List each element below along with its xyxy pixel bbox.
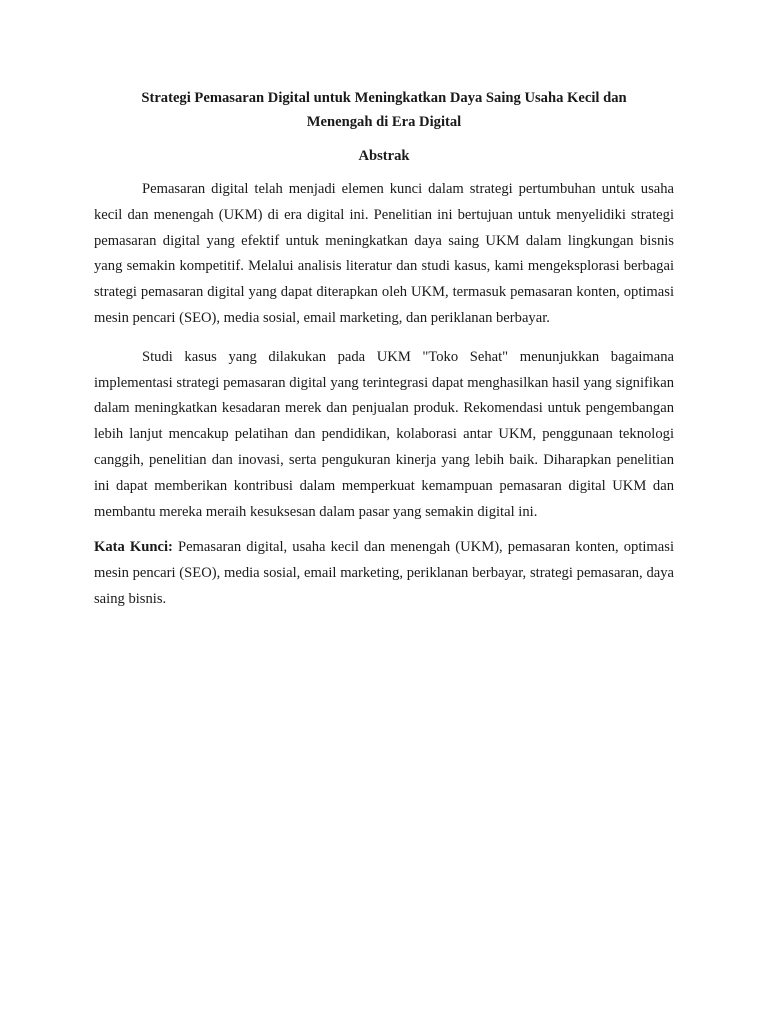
document-body xyxy=(94,86,674,613)
abstract-paragraph-1: Pemasaran digital telah menjadi elemen kunci dalam strategi pertumbuhan untuk usaha kecil dan menengah (UKM) di era digital ini. Penelitian ini bertujuan untuk menyelidiki strategi pemasaran digital yang efektif untuk meningkatkan daya saing UKM dalam lingkungan bisnis yang semakin kompetitif. Melalui analisis literatur dan studi kasus, kami mengeksplorasi berbagai strategi pemasaran digital yang dapat diterapkan oleh UKM, termasuk pemasaran konten, optimasi mesin pencari (SEO), media sosial, email marketing, dan periklanan berbayar. xyxy=(94,181,674,326)
document-title xyxy=(94,86,674,134)
abstract-paragraph-2: Studi kasus yang dilakukan pada UKM "Toko Sehat" menunjukkan bagaimana implementasi strategi pemasaran digital yang terintegrasi dapat menghasilkan hasil yang signifikan dalam meningkatkan kesadaran merek dan penjualan produk. Rekomendasi untuk pengembangan lebih lanjut mencakup pelatihan dan pendidikan, kolaborasi antar UKM, penggunaan teknologi canggih, penelitian dan inovasi, serta pengukuran kinerja yang lebih baik. Diharapkan penelitian ini dapat memberikan kontribusi dalam memperkuat kemampuan pemasaran digital UKM dan membantu mereka meraih kesuksesan dalam pasar yang semakin digital ini. xyxy=(94,348,674,520)
abstract-heading: Abstrak xyxy=(358,148,410,164)
keywords-line xyxy=(94,535,674,612)
keywords-text: Pemasaran digital, usaha kecil dan menengah (UKM), pemasaran konten, optimasi mesin pencari (SEO), media sosial, email marketing, periklanan berbayar, strategi pemasaran, daya saing bisnis. xyxy=(94,539,674,607)
title-line-1: Strategi Pemasaran Digital untuk Meningkatkan Daya Saing Usaha Kecil dan xyxy=(141,90,627,106)
keywords-label: Kata Kunci: xyxy=(94,539,173,556)
title-line-2: Menengah di Era Digital xyxy=(306,114,462,130)
